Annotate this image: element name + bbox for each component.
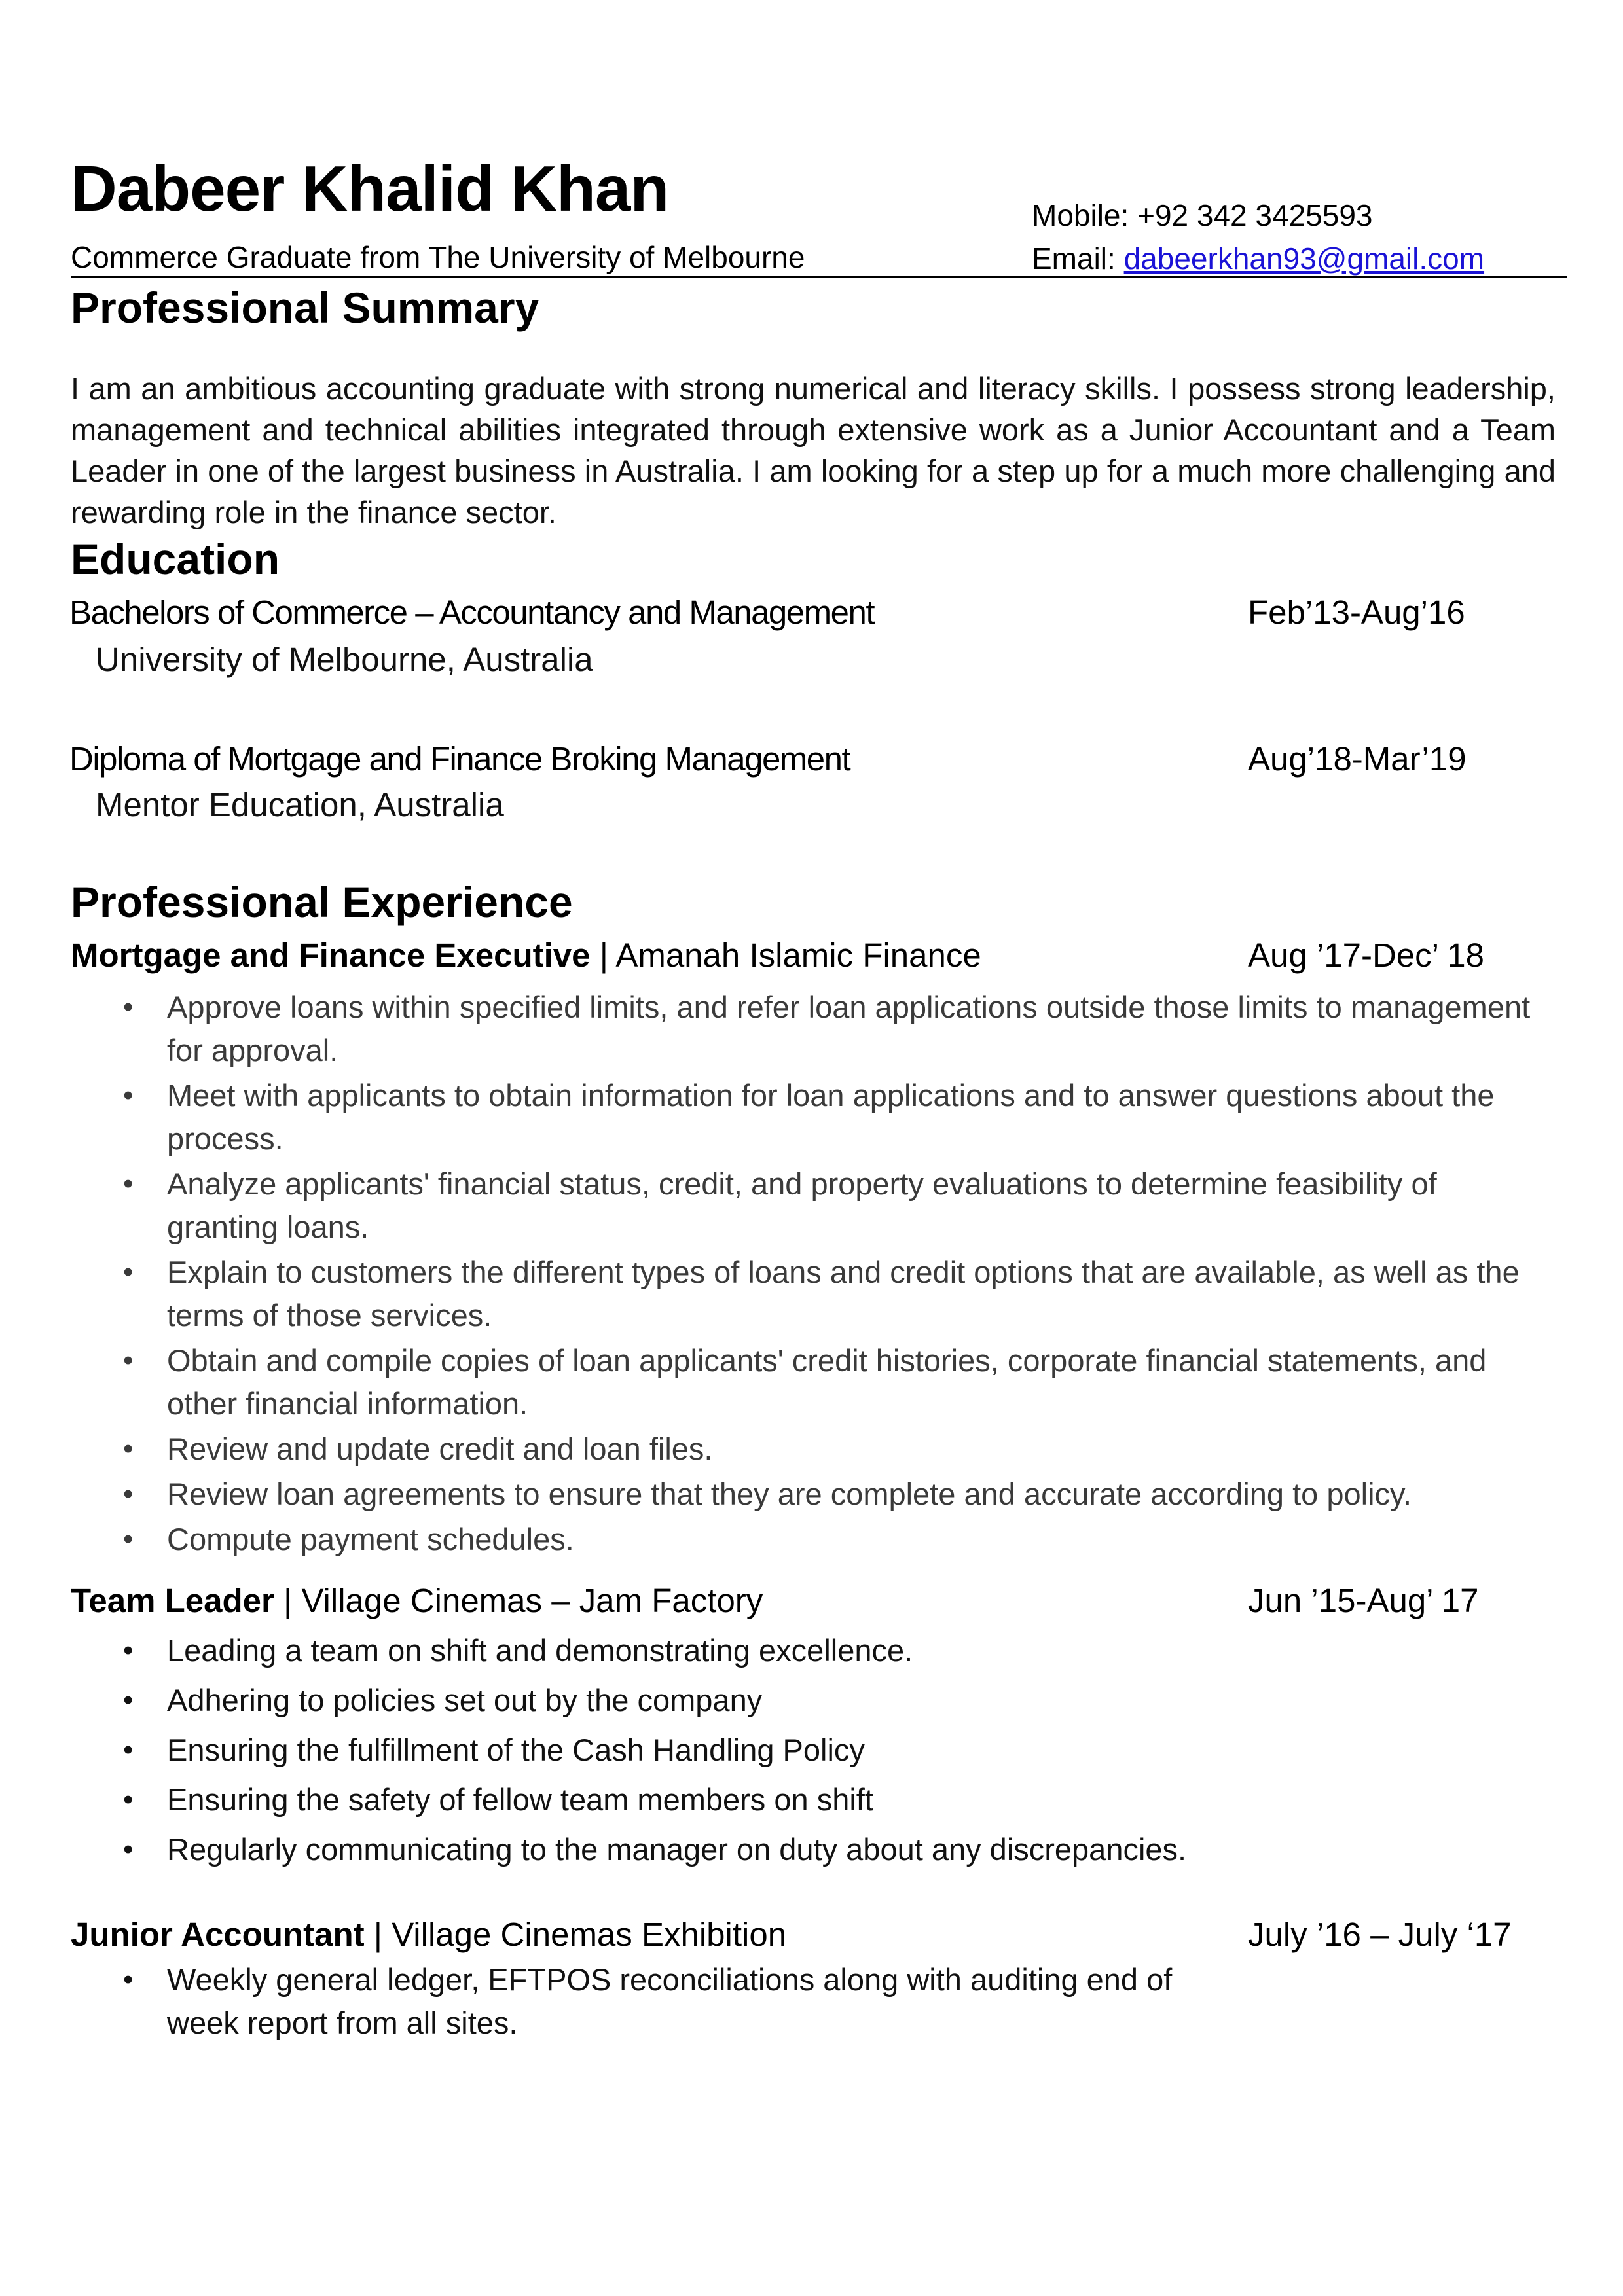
job-bullet: [0, 1162, 1545, 1249]
bullet-glyph: •: [123, 1634, 134, 1666]
job-bullet: [0, 1626, 1545, 1676]
education-dates: Aug’18-Mar’19: [1248, 740, 1467, 778]
job-bullet: [0, 1518, 1545, 1561]
job-bullet-list: [0, 986, 1545, 1563]
email-line: [1032, 237, 1484, 280]
bullet-text: Ensuring the fulfillment of the Cash Handling Policy: [167, 1732, 865, 1767]
mobile-number: +92 342 3425593: [1137, 198, 1373, 232]
summary-text: I am an ambitious accounting graduate with strong numerical and literacy skills. I possess strong leadership, management and technical abilities integrated through extensive work as a Junior Accountant and a Team Leader in one of the largest business in Australia. I am looking for a step up for a much more challenging and rewarding role in the finance sector.: [71, 371, 1556, 529]
bullet-glyph: •: [123, 991, 134, 1023]
job-bullet: [0, 1775, 1545, 1825]
experience-heading: Professional Experience: [71, 878, 573, 926]
job-bullet: [0, 1251, 1545, 1337]
bullet-text: Compute payment schedules.: [167, 1522, 574, 1556]
bullet-text: Explain to customers the different types of loans and credit options that are available, as well as the terms of those services.: [167, 1255, 1520, 1333]
job-bullet: [0, 1339, 1545, 1426]
summary-heading: Professional Summary: [71, 283, 539, 332]
job-bullet-list: [0, 1626, 1545, 1874]
job-company: | Village Cinemas Exhibition: [373, 1916, 787, 1953]
candidate-name: Dabeer Khalid Khan: [71, 152, 669, 224]
job-header: [71, 1915, 786, 1954]
job-bullet-list: [0, 1958, 1218, 2045]
job-header: [71, 936, 981, 975]
education-heading: Education: [71, 535, 280, 583]
bullet-glyph: •: [123, 1478, 134, 1510]
job-bullet: [0, 1825, 1545, 1874]
bullet-text: Adhering to policies set out by the company: [167, 1683, 763, 1717]
job-role: Junior Accountant: [71, 1916, 365, 1953]
job-bullet: [0, 1473, 1545, 1516]
job-company: | Village Cinemas – Jam Factory: [283, 1582, 763, 1619]
job-bullet: [0, 1427, 1545, 1471]
bullet-glyph: •: [123, 1433, 134, 1465]
bullet-text: Meet with applicants to obtain information for loan applications and to answer questions about the process.: [167, 1078, 1495, 1156]
bullet-text: Review and update credit and loan files.: [167, 1431, 713, 1466]
bullet-glyph: •: [123, 1079, 134, 1111]
job-dates: Aug ’17-Dec’ 18: [1248, 937, 1484, 974]
mobile-line: [1032, 194, 1484, 237]
email-label: Email:: [1032, 242, 1116, 276]
bullet-text: Ensuring the safety of fellow team members on shift: [167, 1782, 873, 1817]
bullet-glyph: •: [123, 1344, 134, 1376]
bullet-text: Leading a team on shift and demonstrating excellence.: [167, 1633, 913, 1668]
bullet-glyph: •: [123, 1734, 134, 1766]
education-title: Diploma of Mortgage and Finance Broking Management: [69, 740, 850, 778]
bullet-glyph: •: [123, 1523, 134, 1555]
bullet-text: Regularly communicating to the manager on duty about any discrepancies.: [167, 1832, 1187, 1867]
candidate-tagline: Commerce Graduate from The University of Melbourne: [71, 240, 805, 274]
job-dates: Jun ’15-Aug’ 17: [1248, 1582, 1479, 1619]
bullet-glyph: •: [123, 1833, 134, 1865]
bullet-glyph: •: [123, 1784, 134, 1816]
job-bullet: [0, 1074, 1545, 1160]
education-title: Bachelors of Commerce – Accountancy and Management: [69, 594, 875, 631]
email-link[interactable]: dabeerkhan93@gmail.com: [1123, 242, 1485, 276]
bullet-glyph: •: [123, 1964, 134, 1996]
job-company: | Amanah Islamic Finance: [599, 937, 981, 974]
bullet-text: Weekly general ledger, EFTPOS reconciliations along with auditing end of week report from all sites.: [167, 1962, 1173, 2040]
bullet-text: Analyze applicants' financial status, credit, and property evaluations to determine feasibility of granting loans.: [167, 1166, 1437, 1244]
bullet-glyph: •: [123, 1256, 134, 1288]
bullet-glyph: •: [123, 1684, 134, 1716]
job-role: Mortgage and Finance Executive: [71, 937, 591, 974]
header-divider: [71, 276, 1567, 278]
contact-block: [1032, 194, 1484, 280]
mobile-label: Mobile:: [1032, 198, 1129, 232]
job-bullet: [0, 986, 1545, 1072]
bullet-text: Approve loans within specified limits, and refer loan applications outside those limits to management for approval.: [167, 990, 1531, 1067]
bullet-glyph: •: [123, 1168, 134, 1200]
job-bullet: [0, 1725, 1545, 1775]
job-bullet: [0, 1676, 1545, 1725]
job-bullet: [0, 1958, 1218, 2045]
education-dates: Feb’13-Aug’16: [1248, 594, 1465, 631]
bullet-text: Obtain and compile copies of loan applicants' credit histories, corporate financial statements, and other financial information.: [167, 1343, 1487, 1421]
job-role: Team Leader: [71, 1582, 274, 1619]
bullet-text: Review loan agreements to ensure that they are complete and accurate according to policy.: [167, 1477, 1412, 1511]
job-dates: July ’16 – July ‘17: [1248, 1916, 1512, 1953]
job-header: [71, 1581, 763, 1620]
education-institution: University of Melbourne, Australia: [96, 641, 593, 678]
education-institution: Mentor Education, Australia: [96, 786, 504, 823]
